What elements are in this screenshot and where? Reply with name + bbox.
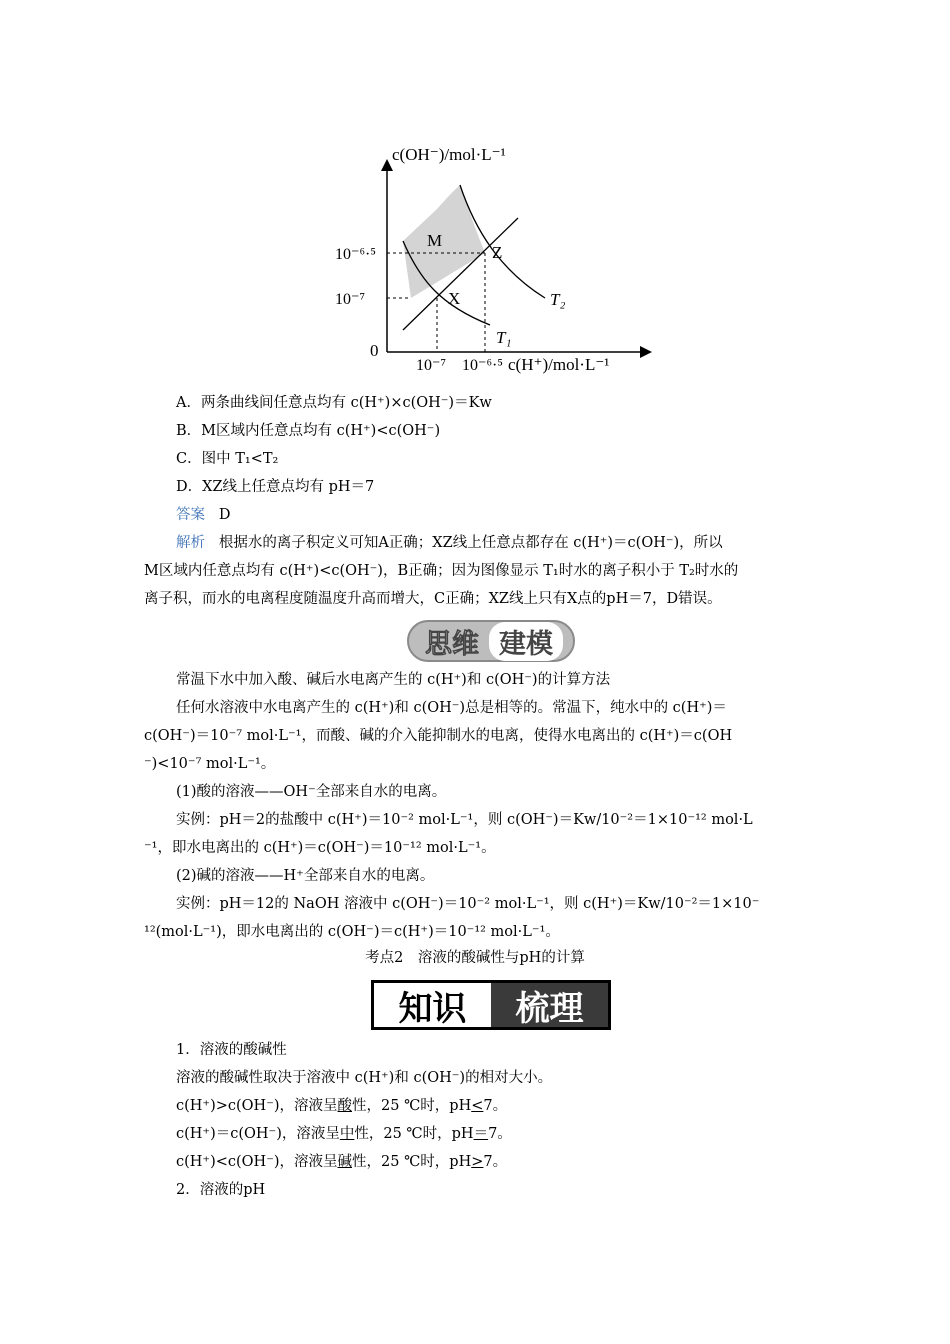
sec2-title: 2．溶液的pH (176, 1182, 266, 1198)
point-m: M (427, 231, 443, 250)
base-example-1: 实例：pH＝12的 NaOH 溶液中 c(OH⁻)＝10⁻² mol·L⁻¹，则 c(H⁺)＝Kw/10⁻²＝1×10⁻ (176, 896, 760, 912)
option-d: D．XZ线上任意点均有 pH＝7 (176, 479, 375, 495)
r2-end: 7。 (488, 1126, 512, 1142)
sec1-row-base (176, 1152, 507, 1172)
answer (176, 505, 230, 525)
point-z: Z (492, 243, 503, 262)
sec1-row-neutral (176, 1124, 512, 1144)
banner1-part-a: 思维 (425, 628, 479, 660)
y-axis-label: c(OH⁻)/mol·L⁻¹ (392, 145, 506, 164)
r1-blank-1: 酸 (337, 1098, 353, 1114)
knowledge-review-banner (371, 980, 611, 1030)
r2-pre: c(H⁺)＝c(OH⁻)，溶液呈 (176, 1126, 340, 1142)
option-c: C．图中 T₁<T₂ (176, 451, 279, 467)
analysis-label: 解析 (176, 535, 205, 551)
r1-mid: 性，25 ℃时，pH (352, 1098, 472, 1114)
sec1-title: 1．溶液的酸碱性 (176, 1042, 287, 1058)
option-b: B．M区域内任意点均有 c(H⁺)<c(OH⁻) (176, 423, 441, 439)
model-p3: ⁻)<10⁻⁷ mol·L⁻¹。 (144, 756, 276, 772)
kw-temperature-graph (330, 120, 660, 386)
curve-t2-label: T₂ (550, 290, 566, 309)
r1-pre: c(H⁺)>c(OH⁻)，溶液呈 (176, 1098, 338, 1114)
r3-blank-2: > (471, 1154, 484, 1170)
model-p1: 任何水溶液中水电离产生的 c(H⁺)和 c(OH⁻)总是相等的。常温下，纯水中的 c(H⁺)＝ (176, 700, 727, 716)
m-region (403, 185, 485, 298)
banner2-part-b: 梳理 (491, 983, 608, 1027)
analysis-line-2: M区域内任意点均有 c(H⁺)<c(OH⁻)，B正确；因为图像显示 T₁时水的离子积小于 T₂时水的 (144, 563, 739, 579)
r1-end: 7。 (483, 1098, 508, 1114)
y-tick-7: 10⁻⁷ (335, 291, 366, 308)
r3-mid: 性，25 ℃时，pH (352, 1154, 472, 1170)
r3-pre: c(H⁺)<c(OH⁻)，溶液呈 (176, 1154, 338, 1170)
origin-label: 0 (370, 341, 379, 360)
sec1-intro: 溶液的酸碱性取决于溶液中 c(H⁺)和 c(OH⁻)的相对大小。 (176, 1070, 553, 1086)
base-title: (2)碱的溶液——H⁺全部来自水的电离。 (176, 868, 435, 884)
thinking-model-banner (407, 620, 575, 662)
r3-end: 7。 (483, 1154, 508, 1170)
analysis-line-1 (176, 533, 723, 553)
acid-example-2: ⁻¹，即水电离出的 c(H⁺)＝c(OH⁻)＝10⁻¹² mol·L⁻¹。 (144, 840, 496, 856)
r2-blank-1: 中 (339, 1126, 355, 1142)
sec1-row-acid (176, 1096, 507, 1116)
option-a: A．两条曲线间任意点均有 c(H⁺)×c(OH⁻)＝Kw (176, 395, 492, 411)
point-x: X (448, 289, 461, 308)
r2-blank-2: ＝ (473, 1126, 489, 1142)
section-title: 考点2 溶液的酸碱性与pH的计算 (365, 950, 585, 966)
banner1-part-b: 建模 (489, 622, 563, 661)
answer-value: D (218, 507, 231, 523)
x-tick-7: 10⁻⁷ (416, 357, 447, 374)
acid-title: (1)酸的溶液——OH⁻全部来自水的电离。 (176, 784, 447, 800)
acid-example-1: 实例：pH＝2的盐酸中 c(H⁺)＝10⁻² mol·L⁻¹，则 c(OH⁻)＝Kw/10⁻²＝1×10⁻¹² mol·L (176, 812, 753, 828)
r1-blank-2: < (471, 1098, 484, 1114)
r2-mid: 性，25 ℃时，pH (354, 1126, 474, 1142)
banner2-part-a: 知识 (398, 988, 467, 1029)
analysis-line-3: 离子积，而水的电离程度随温度升高而增大，C正确；XZ线上只有X点的pH＝7，D错误。 (144, 591, 722, 607)
x-axis-label: c(H⁺)/mol·L⁻¹ (508, 355, 610, 374)
model-title: 常温下水中加入酸、碱后水电离产生的 c(H⁺)和 c(OH⁻)的计算方法 (176, 672, 611, 688)
y-tick-65: 10⁻⁶·⁵ (335, 246, 376, 263)
r3-blank-1: 碱 (337, 1154, 353, 1170)
x-tick-65: 10⁻⁶·⁵ (462, 357, 503, 374)
curve-t1-label: T₁ (496, 328, 512, 347)
answer-label: 答案 (176, 507, 205, 523)
analysis-text-1: 根据水的离子积定义可知A正确；XZ线上任意点都存在 c(H⁺)＝c(OH⁻)，所以 (218, 535, 723, 551)
base-example-2: ¹²(mol·L⁻¹)，即水电离出的 c(OH⁻)＝c(H⁺)＝10⁻¹² mol·L⁻¹。 (144, 924, 560, 940)
model-p2: c(OH⁻)＝10⁻⁷ mol·L⁻¹，而酸、碱的介入能抑制水的电离，使得水电离出的 c(H⁺)＝c(OH (144, 728, 733, 744)
